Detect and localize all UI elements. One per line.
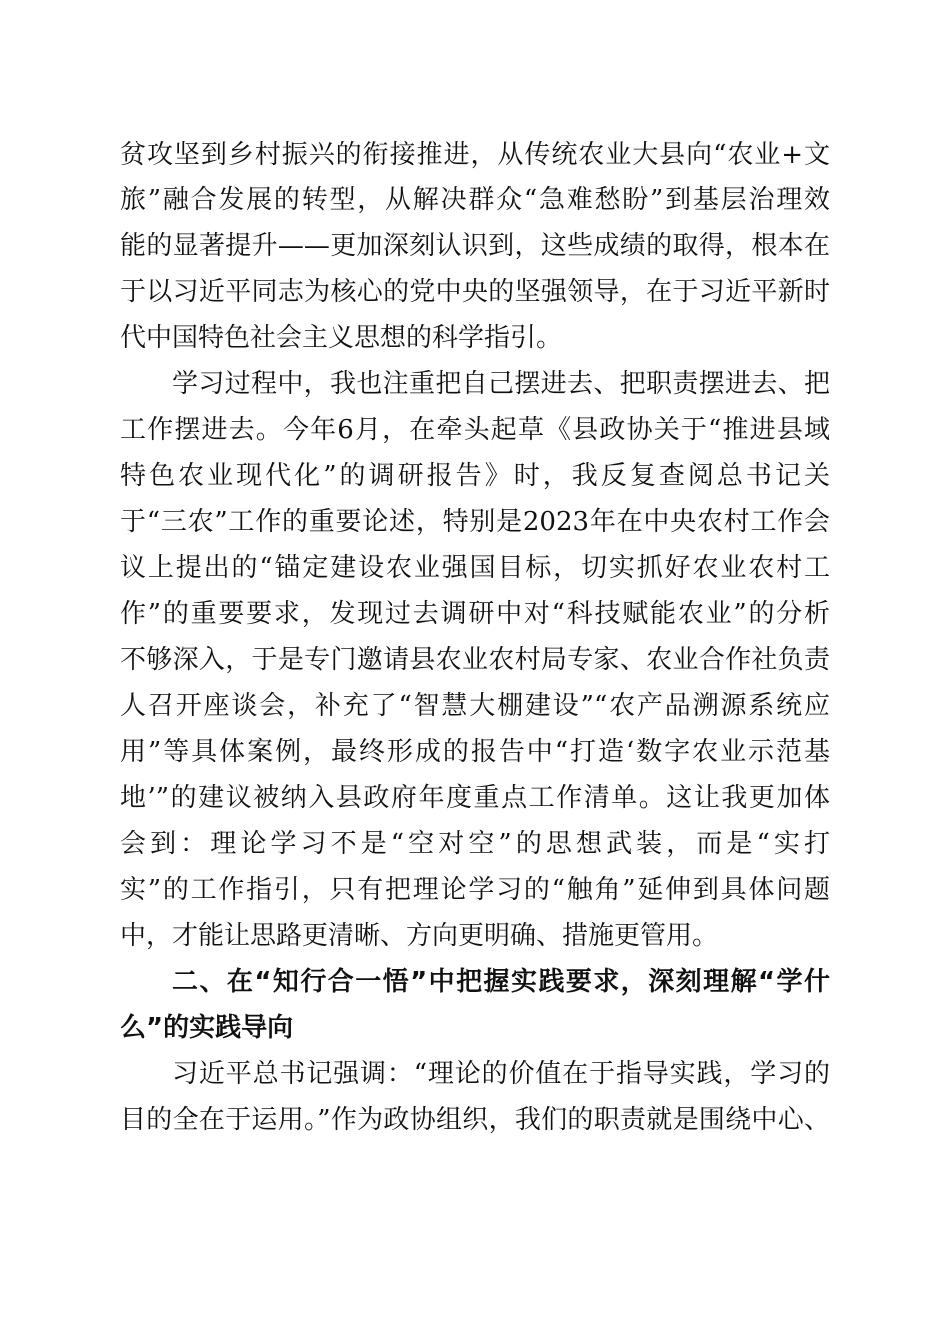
body-line: 会到：理论学习不是“空对空”的思想武装，而是“实打 xyxy=(120,829,830,859)
body-line: 习近平总书记强调：“理论的价值在于指导实践，学习的 xyxy=(172,1059,830,1089)
body-line: 贫攻坚到乡村振兴的衔接推进，从传统农业大县向“农业+文 xyxy=(120,140,830,170)
body-line: 于“三农”工作的重要论述，特别是2023年在中央农村工作会 xyxy=(120,507,830,537)
body-line: 旅”融合发展的转型，从解决群众“急难愁盼”到基层治理效 xyxy=(120,185,830,215)
body-line: 目的全在于运用。”作为政协组织，我们的职责就是围绕中心、 xyxy=(120,1105,830,1135)
body-line: 于以习近平同志为核心的党中央的坚强领导，在于习近平新时 xyxy=(120,277,830,307)
body-line: 地’”的建议被纳入县政府年度重点工作清单。这让我更加体 xyxy=(120,783,830,813)
body-line: 用”等具体案例，最终形成的报告中“打造‘数字农业示范基 xyxy=(120,737,830,767)
body-line: 能的显著提升——更加深刻认识到，这些成绩的取得，根本在 xyxy=(120,231,830,261)
body-line: 作”的重要要求，发现过去调研中对“科技赋能农业”的分析 xyxy=(120,599,830,629)
body-line: 不够深入，于是专门邀请县农业农村局专家、农业合作社负责 xyxy=(120,645,830,675)
body-line: 学习过程中，我也注重把自己摆进去、把职责摆进去、把 xyxy=(172,369,830,399)
body-line: 实”的工作指引，只有把理论学习的“触角”延伸到具体问题 xyxy=(120,875,830,905)
body-line: 特色农业现代化”的调研报告》时，我反复查阅总书记关 xyxy=(120,461,830,491)
section-heading: 二、在“知行合一悟”中把握实践要求，深刻理解“学什 xyxy=(172,967,830,997)
body-line: 中，才能让思路更清晰、方向更明确、措施更管用。 xyxy=(120,921,719,951)
section-heading: 么”的实践导向 xyxy=(120,1013,294,1043)
body-line: 工作摆进去。今年6月，在牵头起草《县政协关于“推进县域 xyxy=(120,415,830,445)
body-line: 人召开座谈会，补充了“智慧大棚建设”“农产品溯源系统应 xyxy=(120,691,830,721)
body-line: 代中国特色社会主义思想的科学指引。 xyxy=(120,323,563,353)
body-line: 议上提出的“锚定建设农业强国目标，切实抓好农业农村工 xyxy=(120,553,830,583)
